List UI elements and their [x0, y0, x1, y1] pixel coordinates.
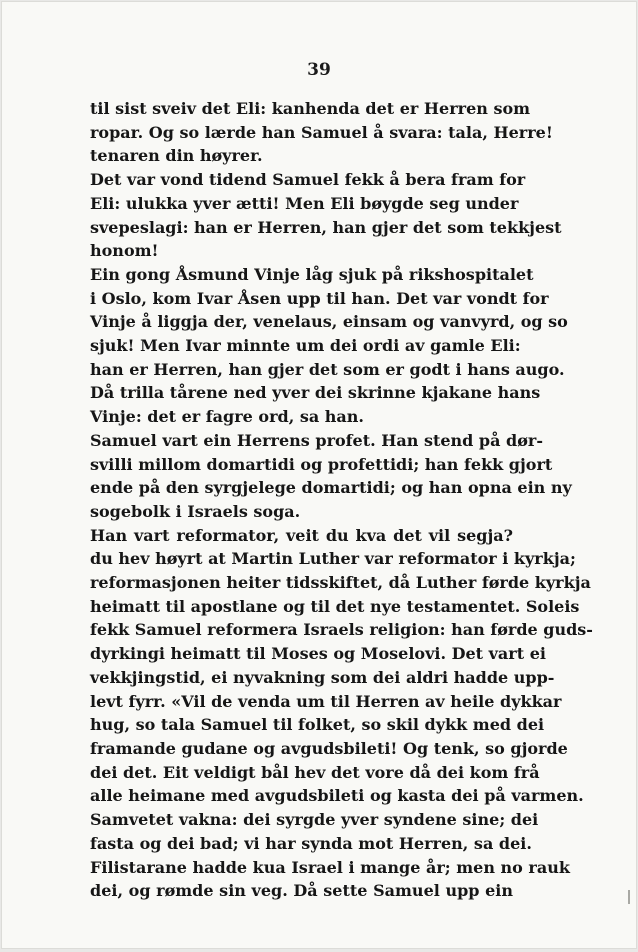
text-line: levt fyrr. «Vil de venda um til Herren av heile dykkar [90, 691, 562, 711]
text-line: Det var vond tidend Samuel fekk å bera fram for [90, 170, 526, 190]
text-line: tenaren din høyrer. [90, 146, 263, 166]
text-line: heimatt til apostlane og til det nye testamentet. Soleis [90, 596, 580, 616]
text-line: svepeslagi: han er Herren, han gjer det som tekkjest [90, 217, 562, 237]
scan-edge-mark [628, 890, 630, 904]
text-line: Då trilla tårene ned yver dei skrinne kjakane hans [90, 383, 541, 403]
text-line: Vinje: det er fagre ord, sa han. [90, 407, 364, 427]
text-line: Eli: ulukka yver ætti! Men Eli bøygde seg under [90, 193, 519, 213]
book-page [2, 2, 636, 948]
body-text [90, 97, 593, 903]
text-line: hug, so tala Samuel til folket, so skil dykk med dei [90, 715, 545, 735]
text-line: dei, og rømde sin veg. Då sette Samuel upp ein [90, 881, 513, 901]
text-line: sogebolk i Israels soga. [90, 501, 301, 521]
text-line: Filistarane hadde kua Israel i mange år; men no rauk [90, 857, 570, 877]
text-line: Samvetet vakna: dei syrgde yver syndene sine; dei [90, 810, 539, 830]
text-line: honom! [90, 241, 159, 261]
text-line: ende på den syrgjelege domartidi; og han opna ein ny [90, 478, 572, 498]
text-line: reformasjonen heiter tidsskiftet, då Luther førde kyrkja [90, 573, 591, 593]
text-line: Vinje å liggja der, venelaus, einsam og vanvyrd, og so [90, 312, 568, 332]
text-line: sjuk! Men Ivar minnte um dei ordi av gamle Eli: [90, 336, 521, 356]
text-line: framande gudane og avgudsbileti! Og tenk, so gjorde [90, 738, 568, 758]
text-line: ropar. Og so lærde han Samuel å svara: tala, Herre! [90, 122, 553, 142]
page-number: 39 [307, 60, 331, 80]
text-line: svilli millom domartidi og profettidi; han fekk gjort [90, 454, 553, 474]
text-line: til sist sveiv det Eli: kanhenda det er Herren som [90, 99, 531, 118]
text-line: Han vart reformator, veit du kva det vil segja? [90, 525, 513, 545]
text-line: dyrkingi heimatt til Moses og Moselovi. Det vart ei [90, 644, 546, 664]
text-line: i Oslo, kom Ivar Åsen upp til han. Det var vondt for [90, 288, 549, 308]
text-line: dei det. Eit veldigt bål hev det vore då dei kom frå [90, 762, 540, 782]
text-line: du hev høyrt at Martin Luther var reformator i kyrkja; [90, 549, 576, 569]
text-line: vekkjingstid, ei nyvakning som dei aldri hadde upp- [90, 667, 555, 687]
text-line: alle heimane med avgudsbileti og kasta dei på varmen. [90, 786, 584, 806]
text-line: Samuel vart ein Herrens profet. Han stend på dør- [90, 430, 543, 450]
text-line: fasta og dei bad; vi har synda mot Herren, sa dei. [90, 833, 532, 853]
text-line: fekk Samuel reformera Israels religion: han førde guds- [90, 620, 593, 640]
text-line: Ein gong Åsmund Vinje låg sjuk på rikshospitalet [90, 264, 534, 284]
text-line: han er Herren, han gjer det som er godt i hans augo. [90, 359, 565, 379]
